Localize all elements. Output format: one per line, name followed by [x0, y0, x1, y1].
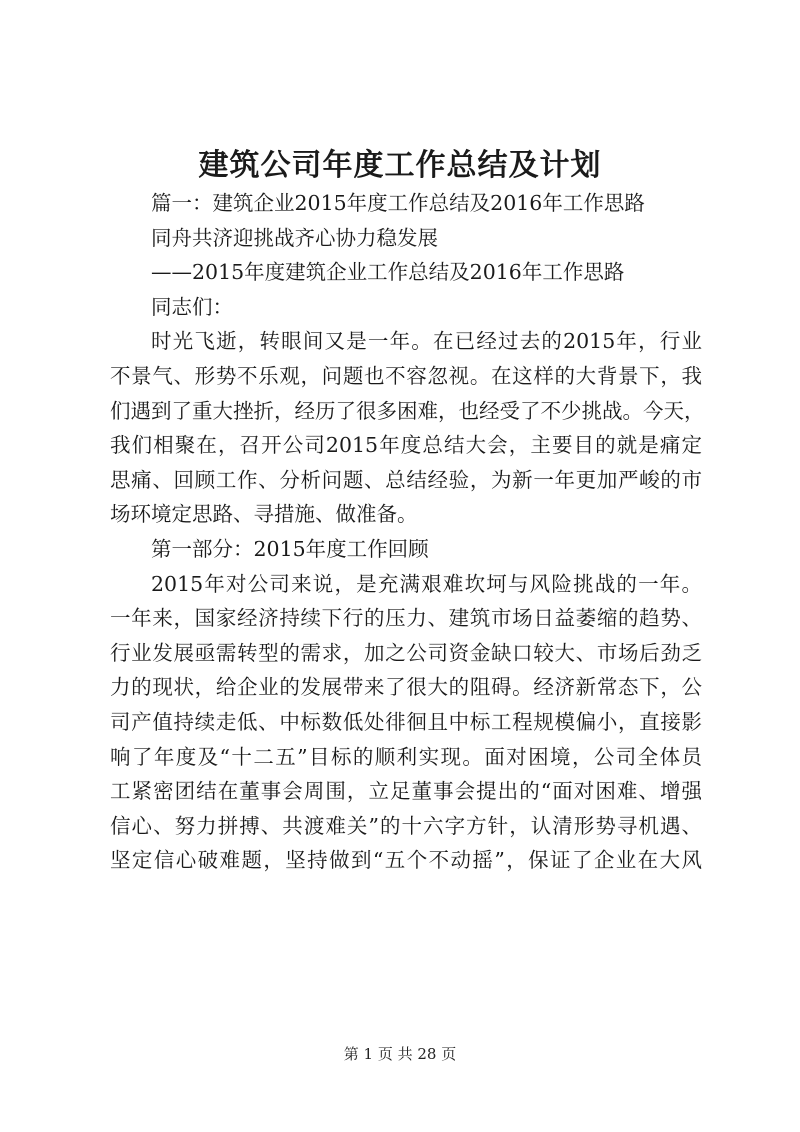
paragraph-line: 场环境定思路、寻措施、做准备。 [110, 502, 418, 527]
paragraph-line: 响了年度及“十二五”目标的顺利实现。面对困境，公司全体员 [110, 744, 702, 769]
paragraph-line: 不景气、形势不乐观，问题也不容忽视。在这样的大背景下，我 [110, 363, 702, 388]
paragraph-line: 司产值持续走低、中标数低处徘徊且中标工程规模偏小，直接影 [110, 709, 702, 734]
paragraph-line: 我们相聚在，召开公司2015年度总结大会，主要目的就是痛定 [110, 433, 702, 458]
paragraph-line: 一年来，国家经济持续下行的压力、建筑市场日益萎缩的趋势、 [110, 606, 702, 631]
subtitle: 同舟共济迎挑战齐心协力稳发展 [151, 225, 438, 250]
paragraph-line: 思痛、回顾工作、分析问题、总结经验，为新一年更加严峻的市 [110, 467, 702, 492]
paragraph-line: 行业发展亟需转型的需求，加之公司资金缺口较大、市场后劲乏 [110, 640, 702, 665]
salutation: 同志们： [151, 294, 233, 319]
document-title: 建筑公司年度工作总结及计划 [198, 148, 602, 183]
subtitle-line: ——2015年度建筑企业工作总结及2016年工作思路 [151, 260, 625, 285]
paragraph-line: 坚定信心破难题，坚持做到“五个不动摇”，保证了企业在大风 [110, 848, 702, 873]
page-footer: 第 1 页 共 28 页 [343, 1045, 457, 1063]
paragraph-line: 力的现状，给企业的发展带来了很大的阻碍。经济新常态下，公 [110, 675, 702, 700]
document-body [110, 186, 705, 878]
section-heading: 篇一：建筑企业2015年度工作总结及2016年工作思路 [151, 191, 645, 215]
paragraph-line: 2015年对公司来说，是充满艰难坎坷与风险挑战的一年。 [151, 571, 702, 596]
paragraph-line: 工紧密团结在董事会周围，立足董事会提出的“面对困难、增强 [110, 779, 702, 804]
paragraph-line: 时光飞逝，转眼间又是一年。在已经过去的2015年，行业 [151, 329, 702, 354]
paragraph-line: 们遇到了重大挫折，经历了很多困难，也经受了不少挑战。今天， [110, 398, 705, 423]
paragraph-line: 信心、努力拼搏、共渡难关”的十六字方针，认清形势寻机遇、 [110, 813, 702, 838]
part-heading: 第一部分：2015年度工作回顾 [151, 536, 429, 561]
